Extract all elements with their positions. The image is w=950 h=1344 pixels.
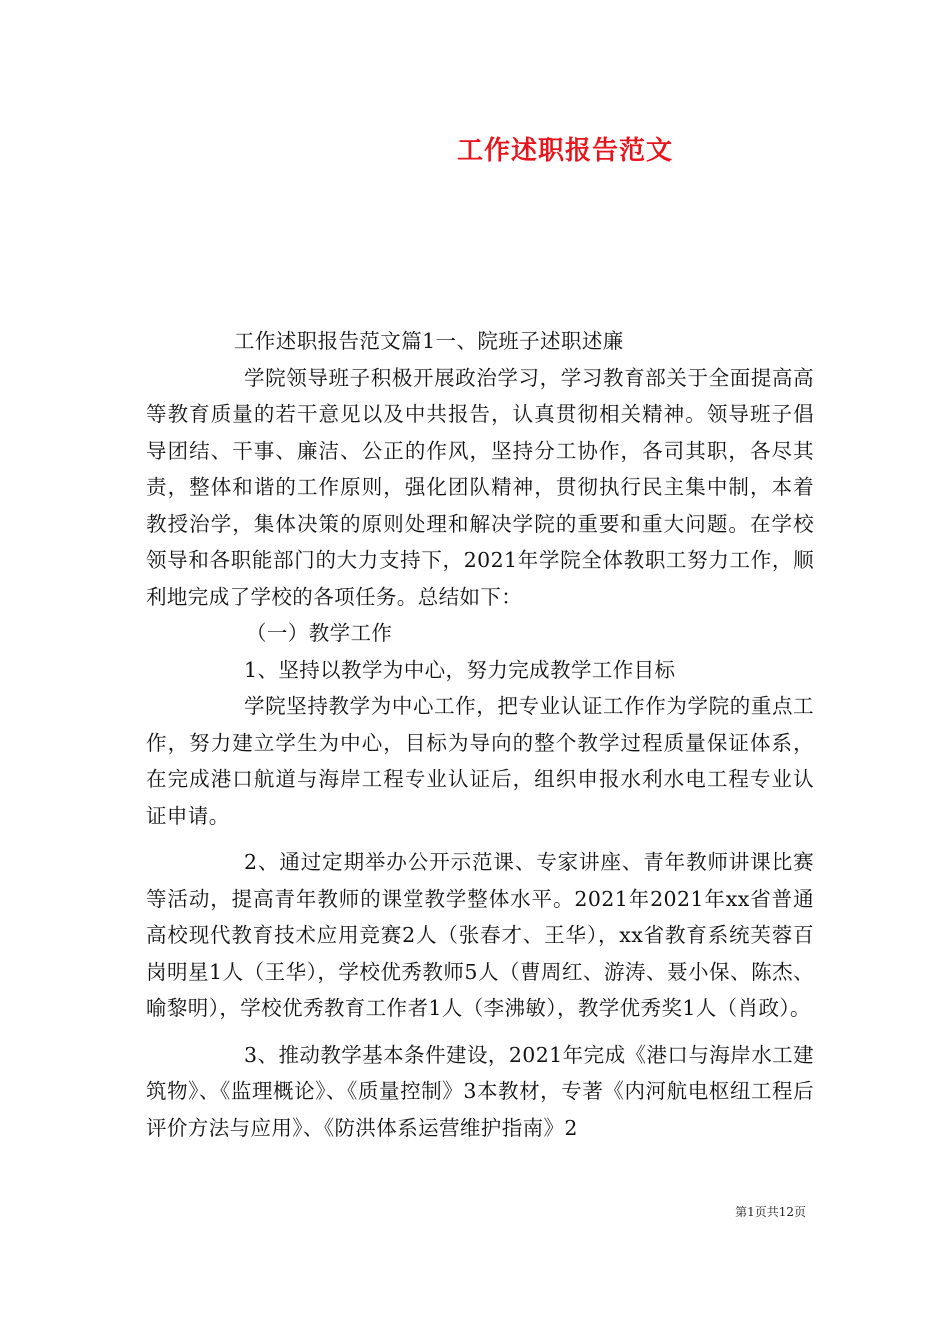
paragraph: 3、推动教学基本条件建设，2021年完成《港口与海岸水工建筑物》、《监理概论》、《质量控制》3本教材，专著《内河航电枢纽工程后评价方法与应用》、《防洪体系运营维护指南》2 — [146, 1042, 814, 1140]
subsection-heading: （一）教学工作 — [246, 621, 393, 645]
paragraph: 2、通过定期举办公开示范课、专家讲座、青年教师讲课比赛等活动，提高青年教师的课堂教学整体水平。2021年2021年xx省普通高校现代教育技术应用竞赛2人（张春才、王华），xx省教育系统芙蓉百岗明星1人（王华），学校优秀教师5人（曹周红、游涛、聂小保、陈杰、喻黎明），学校优秀教育工作者1人（李沸敏），教学优秀奖1人（肖政）。 — [146, 850, 814, 1020]
document-title: 工作述职报告范文 — [456, 136, 673, 166]
document-body — [146, 323, 814, 1146]
page-number: 第1页共12页 — [735, 1205, 806, 1219]
paragraph: 学院坚持教学为中心工作，把专业认证工作作为学院的重点工作，努力建立学生为中心，目标为导向的整个教学过程质量保证体系，在完成港口航道与海岸工程专业认证后，组织申报水利水电工程专业认证申请。 — [146, 694, 814, 828]
list-item-heading: 1、坚持以教学为中心，努力完成教学工作目标 — [244, 657, 676, 682]
section-heading: 工作述职报告范文篇1一、院班子述职述廉 — [234, 329, 624, 353]
paragraph: 学院领导班子积极开展政治学习，学习教育部关于全面提高高等教育质量的若干意见以及中共报告，认真贯彻相关精神。领导班子倡导团结、干事、廉洁、公正的作风，坚持分工协作，各司其职，各尽其责，整体和谐的工作原则，强化团队精神，贯彻执行民主集中制，本着教授治学，集体决策的原则处理和解决学院的重要和重大问题。在学校领导和各职能部门的大力支持下，2021年学院全体教职工努力工作，顺利地完成了学校的各项任务。总结如下： — [146, 365, 814, 609]
